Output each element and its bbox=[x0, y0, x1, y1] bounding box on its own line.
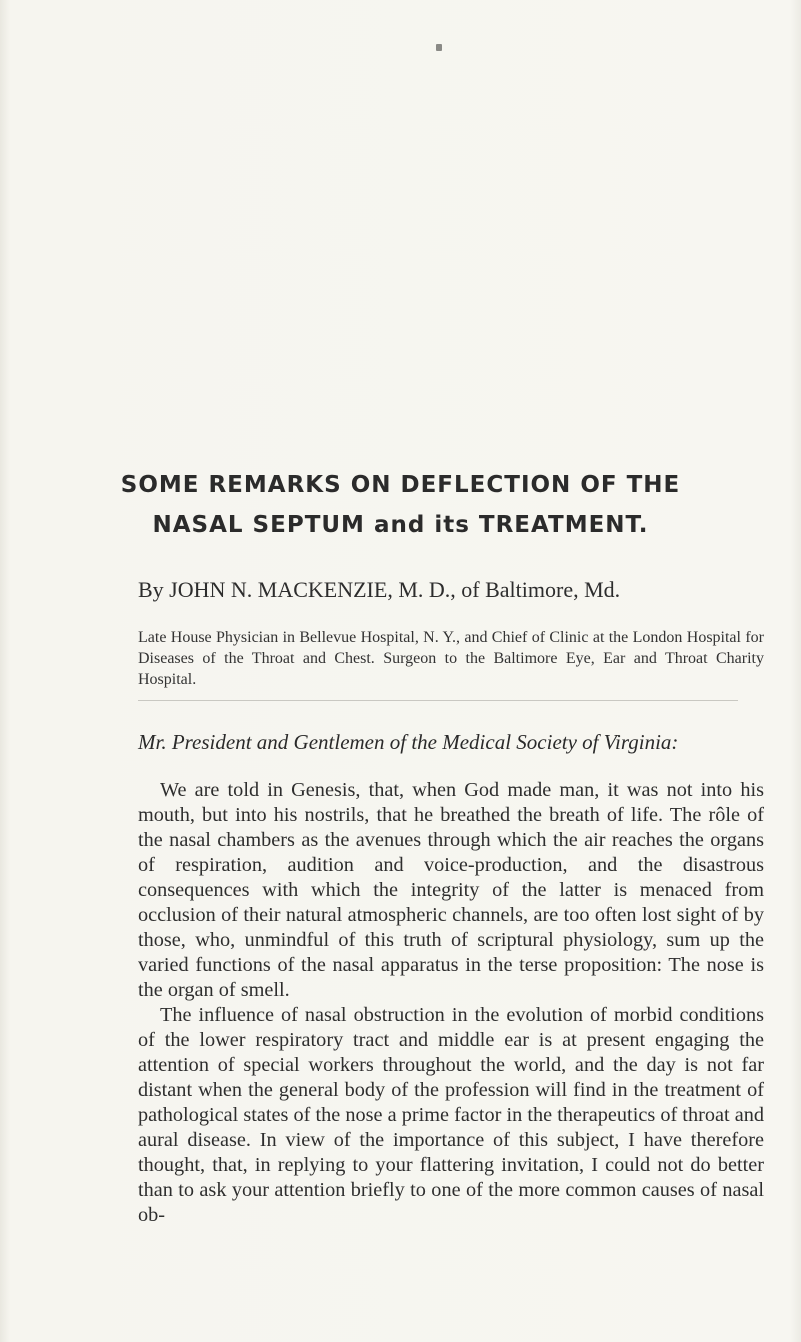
title-line-2: NASAL SEPTUM and its TREATMENT. bbox=[152, 512, 649, 538]
divider bbox=[138, 700, 738, 701]
author-credentials: Late House Physician in Bellevue Hospital, N. Y., and Chief of Clinic at the London Hospital for Diseases of the Throat and Chest. Surgeon to the Baltimore Eye, Ear and Throat Charity Hospital. bbox=[138, 629, 764, 688]
paragraph-1: We are told in Genesis, that, when God made man, it was not into his mouth, but into his nostrils, that he breathed the breath of life. The rôle of the nasal chambers as the avenues through which the air reaches the organs of respiration, audition and voice-production, and the disastrous consequences with which the integrity of the latter is menaced from occlusion of their natural atmospheric channels, are too often lost sight of by those, who, unmindful of this truth of scriptural physiology, sum up the varied functions of the nasal apparatus in the terse proposition: The nose is the organ of smell. bbox=[138, 779, 764, 1001]
salutation: Mr. President and Gentlemen of the Medical Society of Virginia: bbox=[138, 730, 679, 754]
author-line: By JOHN N. MACKENZIE, M. D., of Baltimore, Md. bbox=[138, 577, 621, 602]
title-line-1: SOME REMARKS ON DEFLECTION OF THE bbox=[120, 472, 681, 498]
ink-mark bbox=[436, 44, 442, 51]
body-text bbox=[138, 778, 764, 1228]
paragraph-2: The influence of nasal obstruction in the evolution of morbid conditions of the lower respiratory tract and middle ear is at present engaging the attention of special workers throughout the world, and the day is not far distant when the general body of the profession will find in the treatment of pathological states of the nose a prime factor in the therapeutics of throat and aural disease. In view of the importance of this subject, I have therefore thought, that, in replying to your flattering invitation, I could not do better than to ask your attention briefly to one of the more common causes of nasal ob- bbox=[138, 1004, 764, 1226]
